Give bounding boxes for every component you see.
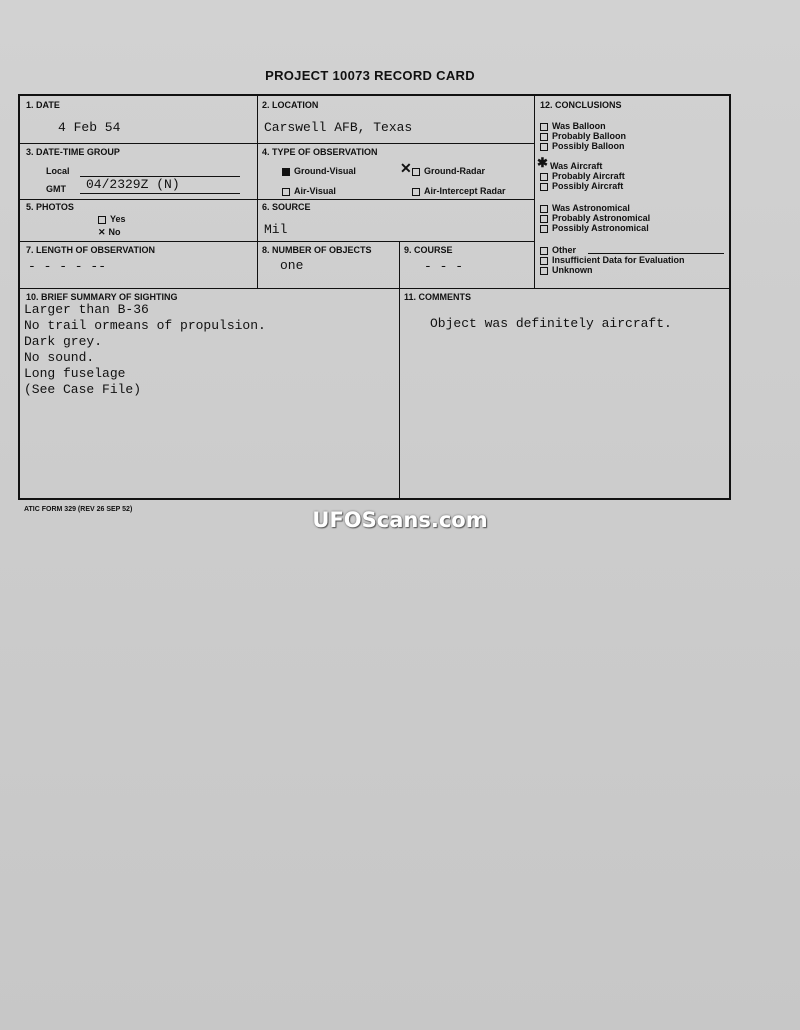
checkbox-icon bbox=[540, 205, 548, 213]
conclusion-label: Was Astronomical bbox=[552, 203, 630, 213]
type-option-air-visual bbox=[282, 186, 336, 196]
conclusion-item bbox=[540, 245, 576, 255]
type-option-ground-visual bbox=[282, 166, 356, 176]
summary-line: (See Case File) bbox=[24, 382, 142, 397]
checkbox-icon bbox=[540, 267, 548, 275]
conclusion-label: Was Balloon bbox=[552, 121, 606, 131]
grid-line bbox=[399, 288, 400, 500]
photos-yes-label: Yes bbox=[110, 214, 126, 224]
type-option-label: Ground-Radar bbox=[424, 166, 486, 176]
source-value: Mil bbox=[264, 222, 288, 237]
grid-line bbox=[20, 241, 534, 242]
watermark: UFOScans.com bbox=[312, 508, 488, 532]
checkbox-checked-icon bbox=[282, 168, 290, 176]
conclusion-item bbox=[540, 131, 626, 141]
date-value: 4 Feb 54 bbox=[58, 120, 121, 135]
conclusion-item bbox=[540, 213, 650, 223]
checkbox-icon bbox=[540, 143, 548, 151]
gmt-line bbox=[80, 193, 240, 194]
type-option-label: Air-Visual bbox=[294, 186, 336, 196]
photos-yes-option bbox=[98, 214, 126, 224]
conclusion-label: Other bbox=[552, 245, 577, 255]
objects-value: one bbox=[280, 258, 304, 273]
conclusion-item bbox=[540, 121, 606, 131]
summary-line: Dark grey. bbox=[24, 334, 103, 349]
checkbox-icon bbox=[540, 133, 548, 141]
course-value: - - - bbox=[424, 259, 464, 274]
x-mark-icon: ✱ bbox=[537, 155, 548, 170]
checkbox-icon bbox=[282, 188, 290, 196]
checkbox-icon bbox=[540, 123, 548, 131]
conclusion-item bbox=[540, 223, 649, 233]
conclusion-item bbox=[540, 255, 685, 265]
type-option-label: Air-Intercept Radar bbox=[424, 186, 506, 196]
comments-value: Object was definitely aircraft. bbox=[430, 316, 672, 331]
gmt-label: GMT bbox=[46, 184, 66, 194]
location-value: Carswell AFB, Texas bbox=[264, 120, 413, 135]
datetime-label: 3. DATE-TIME GROUP bbox=[26, 147, 120, 157]
type-label: 4. TYPE OF OBSERVATION bbox=[262, 147, 378, 157]
photos-label: 5. PHOTOS bbox=[26, 202, 74, 212]
conclusion-label: Unknown bbox=[552, 265, 593, 275]
conclusion-item bbox=[540, 265, 593, 275]
conclusion-item bbox=[550, 161, 602, 171]
summary-label: 10. BRIEF SUMMARY OF SIGHTING bbox=[26, 292, 178, 302]
grid-line bbox=[399, 241, 400, 288]
checkbox-icon bbox=[540, 173, 548, 181]
x-mark-icon: ✕ bbox=[98, 227, 106, 237]
summary-line: No trail ormeans of propulsion. bbox=[24, 318, 266, 333]
checkbox-icon bbox=[540, 257, 548, 265]
checkbox-icon bbox=[540, 247, 548, 255]
grid-line bbox=[20, 199, 534, 200]
checkbox-icon bbox=[412, 168, 420, 176]
conclusion-label: Was Aircraft bbox=[550, 161, 603, 171]
other-line bbox=[588, 253, 724, 254]
checkbox-icon bbox=[540, 215, 548, 223]
conclusion-item bbox=[540, 181, 623, 191]
conclusion-item bbox=[540, 171, 625, 181]
conclusion-label: Possibly Aircraft bbox=[552, 181, 624, 191]
type-option-label: Ground-Visual bbox=[294, 166, 356, 176]
grid-line bbox=[534, 96, 535, 288]
conclusion-label: Insufficient Data for Evaluation bbox=[552, 255, 685, 265]
conclusion-label: Possibly Astronomical bbox=[552, 223, 649, 233]
conclusion-item bbox=[540, 203, 630, 213]
summary-line: No sound. bbox=[24, 350, 95, 365]
type-option-air-intercept-radar bbox=[412, 186, 506, 196]
course-label: 9. COURSE bbox=[404, 245, 453, 255]
photos-no-label: No bbox=[108, 227, 121, 237]
comments-label: 11. COMMENTS bbox=[404, 292, 472, 302]
type-option-ground-radar bbox=[412, 166, 485, 176]
conclusion-item bbox=[540, 141, 625, 151]
conclusion-label: Probably Balloon bbox=[552, 131, 627, 141]
length-value: - - - - -- bbox=[28, 259, 107, 274]
x-mark-icon: ✕ bbox=[400, 160, 412, 176]
source-label: 6. SOURCE bbox=[262, 202, 311, 212]
photos-no-option bbox=[98, 227, 121, 238]
location-label: 2. LOCATION bbox=[262, 100, 319, 110]
conclusion-label: Probably Aircraft bbox=[552, 171, 625, 181]
summary-line: Long fuselage bbox=[24, 366, 126, 381]
length-label: 7. LENGTH OF OBSERVATION bbox=[26, 245, 156, 255]
objects-label: 8. NUMBER OF OBJECTS bbox=[262, 245, 372, 255]
checkbox-icon bbox=[540, 225, 548, 233]
grid-line bbox=[20, 288, 729, 289]
checkbox-icon bbox=[98, 216, 106, 224]
grid-line bbox=[20, 143, 534, 144]
checkbox-icon bbox=[540, 183, 548, 191]
card-title: PROJECT 10073 RECORD CARD bbox=[265, 68, 475, 83]
gmt-value: 04/2329Z (N) bbox=[86, 177, 180, 192]
conclusion-label: Probably Astronomical bbox=[552, 213, 651, 223]
grid-line bbox=[257, 96, 258, 288]
summary-line: Larger than B-36 bbox=[24, 302, 149, 317]
local-label: Local bbox=[46, 166, 70, 176]
conclusion-label: Possibly Balloon bbox=[552, 141, 625, 151]
date-label: 1. DATE bbox=[26, 100, 60, 110]
checkbox-icon bbox=[412, 188, 420, 196]
form-number: ATIC FORM 329 (REV 26 SEP 52) bbox=[24, 506, 133, 513]
record-card bbox=[18, 94, 731, 500]
conclusions-label: 12. CONCLUSIONS bbox=[540, 100, 622, 110]
